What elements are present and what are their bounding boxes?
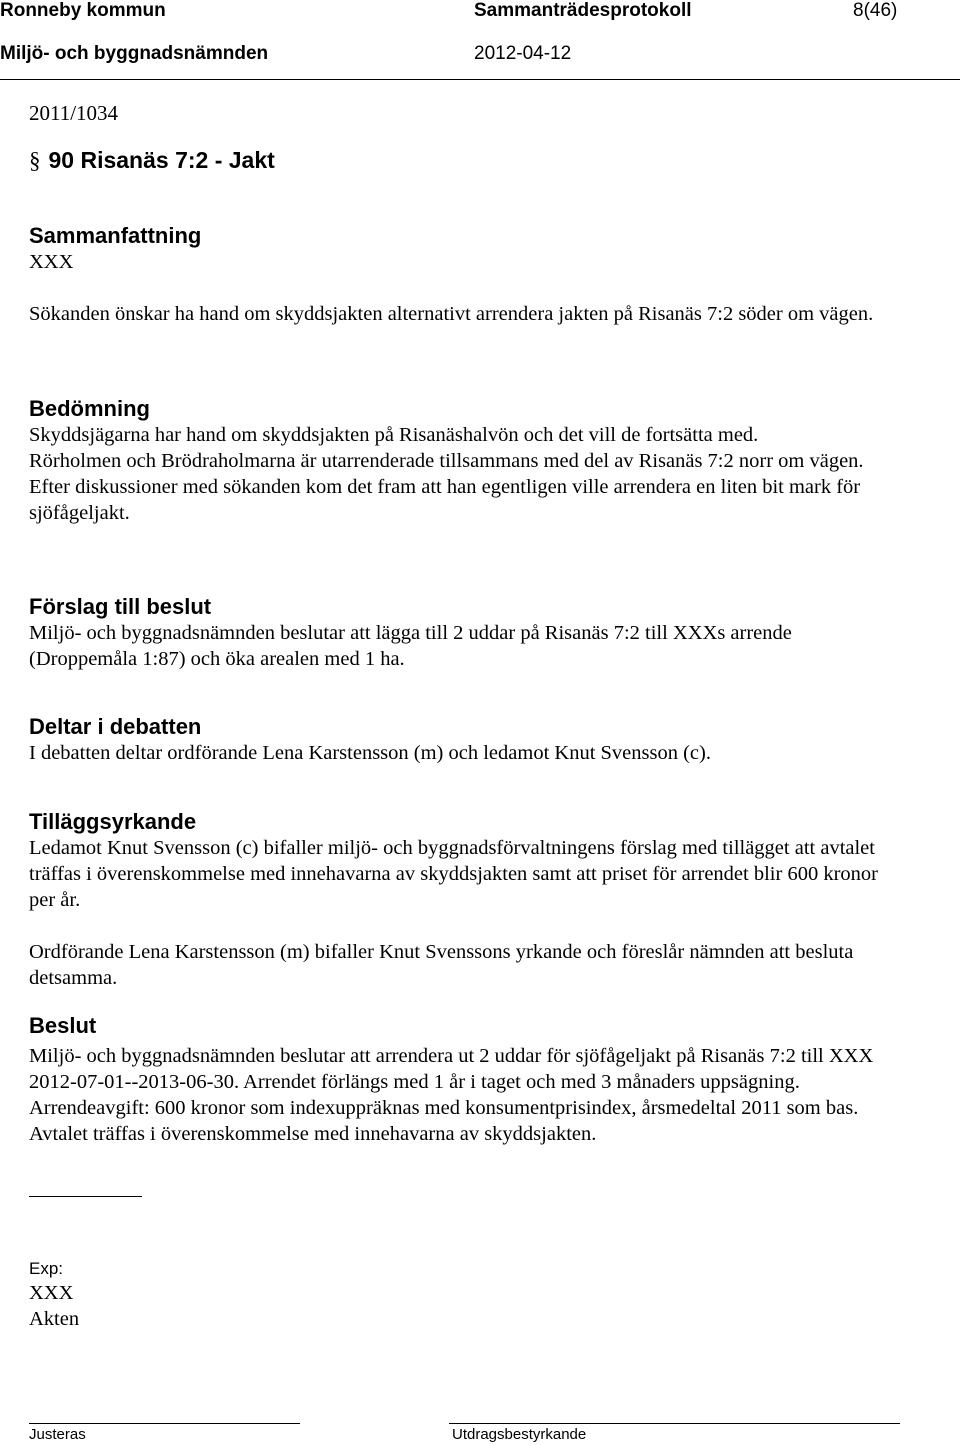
assessment-paragraph-2: Rörholmen och Brödraholmarna är utarrenderade tillsammans med del av Risanäs 7:2 norr om vägen.	[29, 450, 864, 472]
proposal-body	[29, 620, 889, 672]
decision-paragraph-1: Miljö- och byggnadsnämnden beslutar att arrendera ut 2 uddar för sjöfågeljakt på Risanäs 7:2 till XXX 2012-07-01--2013-06-30. Arrendet förlängs med 1 år i taget och med 3 månaders uppsägning. Arrendeavgift: 600 kronor som indexuppräknas med konsumentprisindex, årsmedeltal 2011 som bas.	[29, 1045, 874, 1119]
distribution-item: Akten	[29, 1308, 80, 1330]
page-number: 8(46)	[853, 0, 898, 21]
distribution-list	[29, 1280, 79, 1332]
assessment-body	[29, 422, 899, 526]
header-rule	[0, 79, 960, 80]
committee-name: Miljö- och byggnadsnämnden	[0, 43, 269, 64]
footer-rule-left	[29, 1423, 300, 1424]
decision-heading: Beslut	[29, 1013, 97, 1038]
assessment-paragraph-1: Skyddsjägarna har hand om skyddsjakten på Risanäshalvön och det vill de fortsätta med.	[29, 424, 759, 446]
summary-paragraph: Sökanden önskar ha hand om skyddsjakten alternativt arrendera jakten på Risanäs 7:2 söder om vägen.	[29, 303, 874, 325]
footer-rule-right	[449, 1423, 900, 1424]
assessment-heading: Bedömning	[29, 396, 150, 421]
summary-body	[29, 249, 909, 327]
case-title-text: 90 Risanäs 7:2 - Jakt	[48, 147, 275, 173]
case-reference: 2011/1034	[29, 101, 119, 125]
addition-heading: Tilläggsyrkande	[29, 809, 197, 834]
proposal-heading: Förslag till beslut	[29, 594, 212, 619]
footer-utdragsbestyrkande: Utdragsbestyrkande	[452, 1426, 587, 1443]
debate-paragraph: I debatten deltar ordförande Lena Karstensson (m) och ledamot Knut Svensson (c).	[29, 742, 711, 764]
addition-body	[29, 835, 909, 991]
debate-heading: Deltar i debatten	[29, 714, 202, 739]
distribution-item: XXX	[29, 1282, 74, 1304]
distribution-label: Exp:	[29, 1259, 64, 1278]
section-mark: §	[29, 148, 41, 173]
summary-heading: Sammanfattning	[29, 223, 202, 248]
summary-line: XXX	[29, 251, 74, 273]
addition-paragraph-2: Ordförande Lena Karstensson (m) bifaller Knut Svenssons yrkande och föreslår nämnden att besluta detsamma.	[29, 941, 854, 989]
footer-justeras: Justeras	[29, 1426, 86, 1443]
debate-body	[29, 740, 909, 766]
decision-body	[29, 1043, 889, 1147]
municipality-name: Ronneby kommun	[0, 0, 166, 21]
decision-paragraph-2: Avtalet träffas i överenskommelse med innehavarna av skyddsjakten.	[29, 1123, 597, 1145]
proposal-paragraph: Miljö- och byggnadsnämnden beslutar att lägga till 2 uddar på Risanäs 7:2 till XXXs arrende (Droppemåla 1:87) och öka arealen med 1 ha.	[29, 622, 792, 670]
closing-rule	[29, 1196, 142, 1197]
addition-paragraph-1: Ledamot Knut Svensson (c) bifaller miljö- och byggnadsförvaltningens förslag med tillägget att avtalet träffas i överenskommelse med innehavarna av skyddsjakten samt att priset för arrendet blir 600 kronor per år.	[29, 837, 878, 911]
meeting-date: 2012-04-12	[474, 43, 572, 64]
assessment-paragraph-3: Efter diskussioner med sökanden kom det fram att han egentligen ville arrendera en liten bit mark för sjöfågeljakt.	[29, 476, 861, 524]
case-title	[29, 147, 275, 174]
document-type: Sammanträdesprotokoll	[474, 0, 692, 21]
